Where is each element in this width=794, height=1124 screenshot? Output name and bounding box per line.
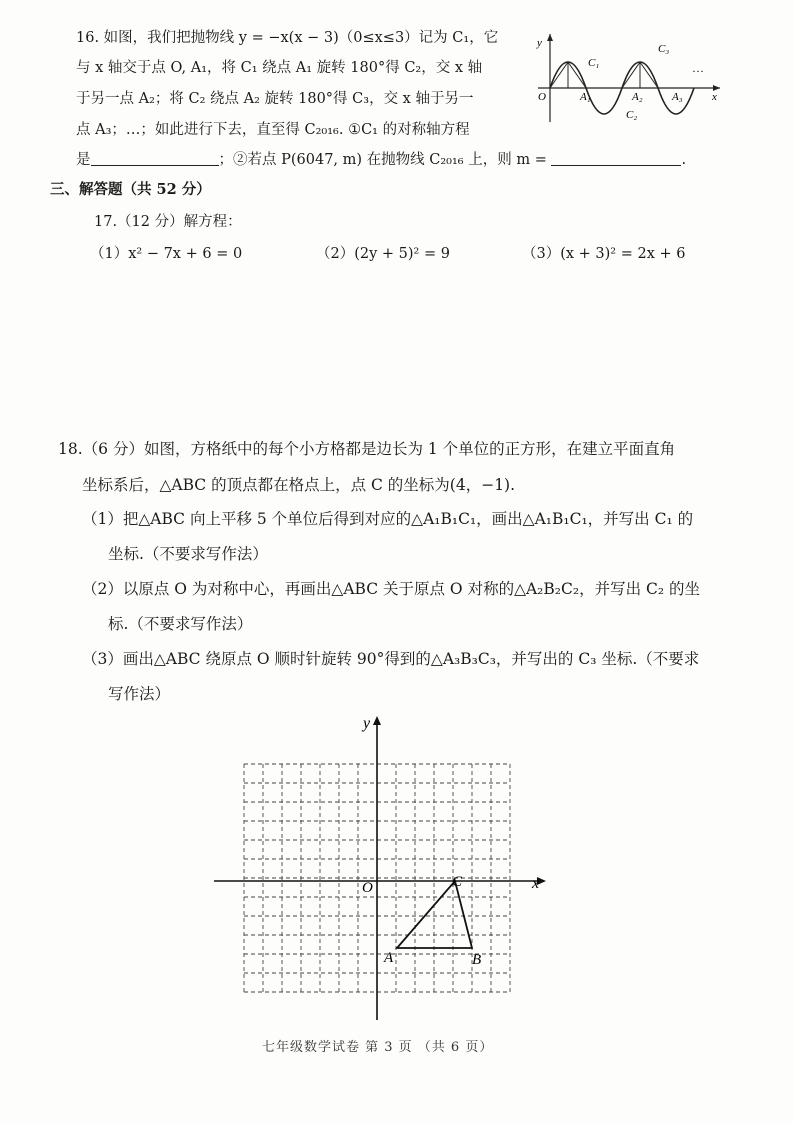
fig16-x-label: x xyxy=(712,91,717,103)
fig18-a-label: A xyxy=(384,950,394,966)
q18-part2-b: 标.（不要求写作法） xyxy=(108,615,253,633)
section-title: 三、解答题（共 52 分） xyxy=(50,181,211,198)
fig18-y-arrow xyxy=(373,716,381,725)
q17-part2: （2）(2y + 5)² = 9 xyxy=(316,246,450,262)
fig16-a1-label: A₁ xyxy=(580,91,591,103)
answer-blank-2[interactable] xyxy=(551,151,681,166)
q16-line5-a: 是 xyxy=(76,152,91,168)
q16-line2: 与 x 轴交于点 O, A₁，将 C₁ 绕点 A₁ 旋转 180°得 C₂，交 x 轴 xyxy=(76,60,483,76)
coordinate-grid-figure xyxy=(210,708,560,1028)
parabola-figure xyxy=(534,28,724,124)
q16-line5-c: . xyxy=(681,152,687,168)
fig16-ellipsis: … xyxy=(692,61,704,75)
fig18-c-label: C xyxy=(452,874,463,890)
q16-line5-b: ；②若点 P(6047, m) 在抛物线 C₂₀₁₆ 上，则 m = xyxy=(218,152,547,168)
fig18-x-label: x xyxy=(532,875,540,892)
fig16-y-label: y xyxy=(537,37,542,49)
q17-part3: （3）(x + 3)² = 2x + 6 xyxy=(522,246,686,262)
fig16-o-label: O xyxy=(538,91,546,103)
fig16-c3-label: C₃ xyxy=(658,43,670,55)
q16-line4: 点 A₃；…；如此进行下去，直至得 C₂₀₁₆. ①C₁ 的对称轴方程 xyxy=(76,122,470,138)
q18-line2: 坐标系后，△ABC 的顶点都在格点上，点 C 的坐标为(4，−1). xyxy=(82,476,516,494)
fig18-o-label: O xyxy=(362,880,373,896)
q18-part1-a: （1）把△ABC 向上平移 5 个单位后得到对应的△A₁B₁C₁，画出△A₁B₁C₁，并写出 C₁ 的 xyxy=(82,510,694,528)
fig18-y-label: y xyxy=(363,715,371,732)
fig18-b-label: B xyxy=(472,952,482,968)
fig16-c2-label: C₂ xyxy=(626,109,638,121)
q18-part1-b: 坐标.（不要求写作法） xyxy=(108,545,268,563)
triangle-abc xyxy=(397,881,472,948)
page-footer: 七年级数学试卷 第 3 页 （共 6 页） xyxy=(262,1040,494,1055)
fig16-c1-label: C₁ xyxy=(588,57,600,69)
fig16-y-arrow xyxy=(547,34,553,41)
q16-line5 xyxy=(76,150,686,170)
q17-stem: 17.（12 分）解方程： xyxy=(94,214,242,230)
q16-line1: 16. 如图，我们把抛物线 y = −x(x − 3)（0≤x≤3）记为 C₁，它 xyxy=(76,30,499,46)
q18-part3-a: （3）画出△ABC 绕原点 O 顺时针旋转 90°得到的△A₃B₃C₃，并写出的 C₃ 坐标.（不要求 xyxy=(82,650,700,668)
q16-line3: 于另一点 A₂；将 C₂ 绕点 A₂ 旋转 180°得 C₃，交 x 轴于另一 xyxy=(76,91,474,107)
fig16-a2-label: A₂ xyxy=(632,91,643,103)
fig16-a3-label: A₃ xyxy=(672,91,683,103)
q18-part2-a: （2）以原点 O 为对称中心，再画出△ABC 关于原点 O 对称的△A₂B₂C₂，并写出 C₂ 的坐 xyxy=(82,580,700,598)
q17-part1: （1）x² − 7x + 6 = 0 xyxy=(90,246,243,262)
q18-line1: 18.（6 分）如图，方格纸中的每个小方格都是边长为 1 个单位的正方形，在建立平面直角 xyxy=(58,440,676,458)
q18-part3-b: 写作法） xyxy=(108,685,171,703)
answer-blank-1[interactable] xyxy=(91,151,219,166)
